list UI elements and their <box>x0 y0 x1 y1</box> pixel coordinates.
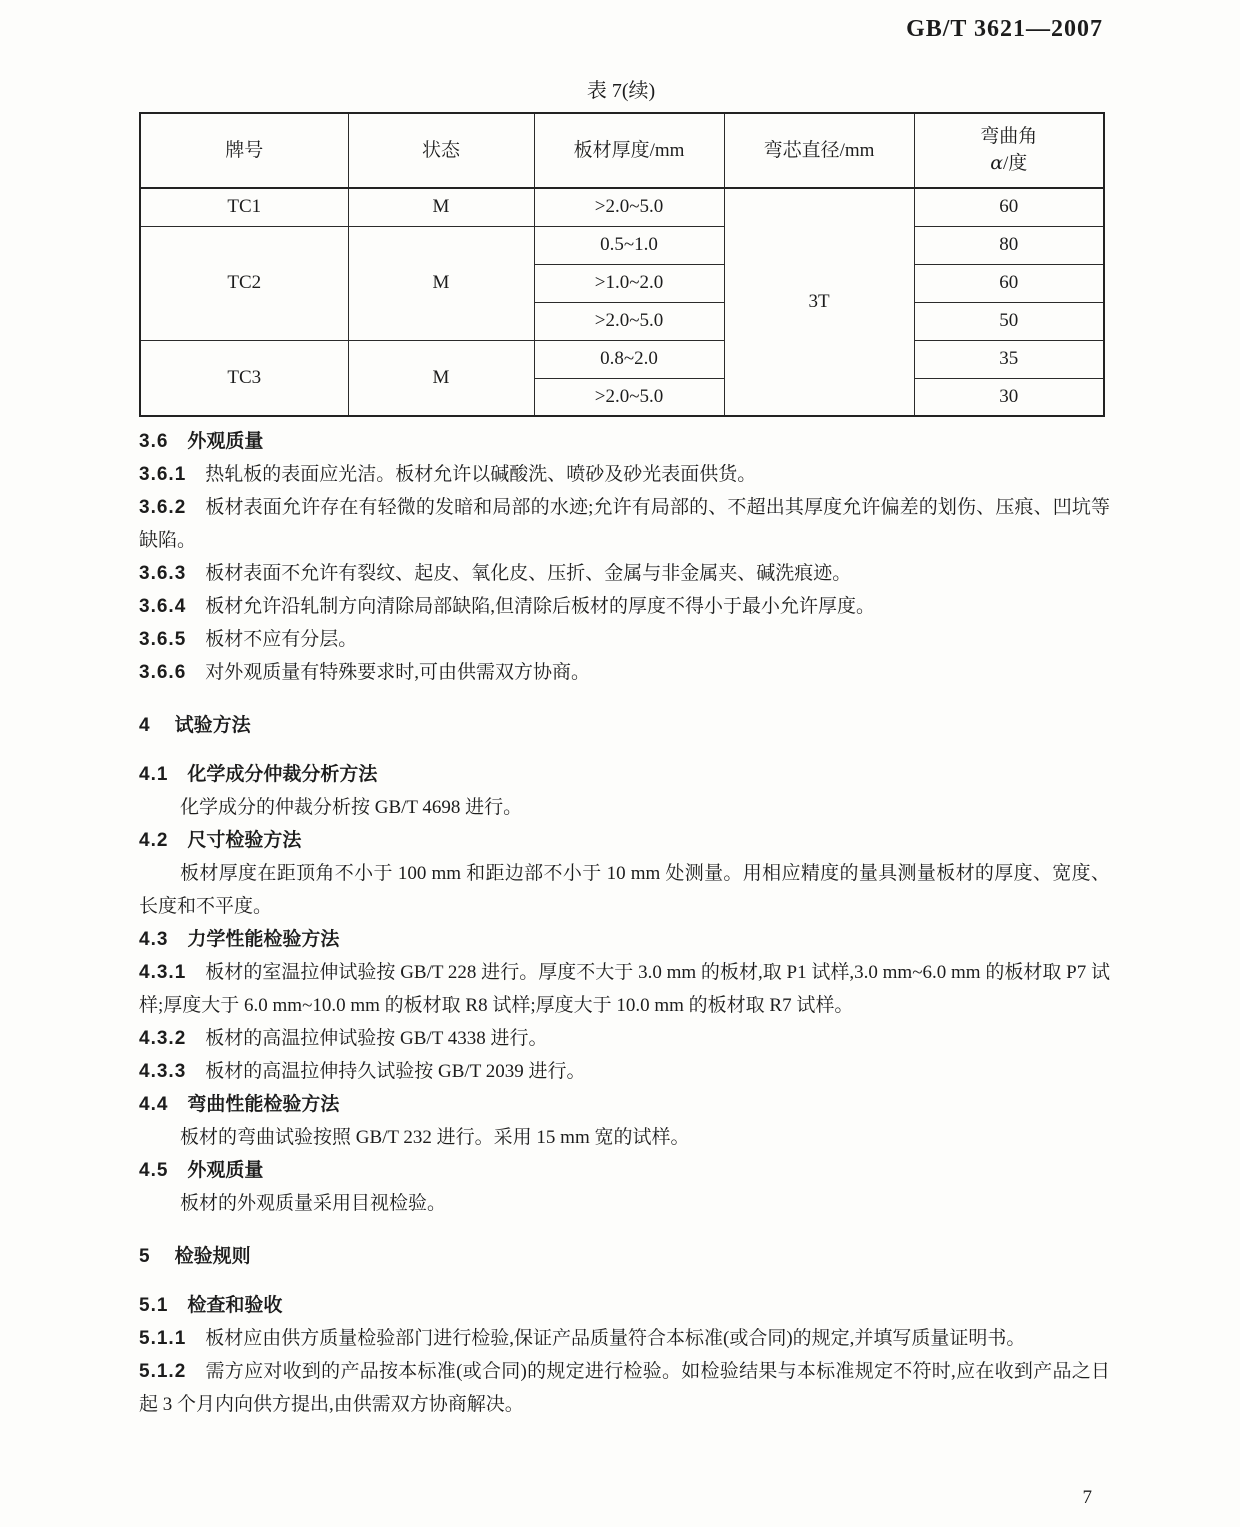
table-header-row <box>140 113 1104 188</box>
heading-4-5: 4.5 外观质量 <box>139 1160 264 1181</box>
heading-4-4: 4.4 弯曲性能检验方法 <box>139 1094 340 1115</box>
heading-4-3: 4.3 力学性能检验方法 <box>139 929 340 950</box>
cell-angle: 50 <box>914 302 1104 340</box>
heading-5: 5 检验规则 <box>139 1246 251 1267</box>
heading-4: 4 试验方法 <box>139 715 251 736</box>
clause-3-6-2: 3.6.2 板材表面允许存在有轻微的发暗和局部的水迹;允许有局部的、不超出其厚度允许偏差的划伤、压痕、凹坑等缺陷。 <box>139 497 1110 551</box>
clause-5-1-1: 5.1.1 板材应由供方质量检验部门进行检验,保证产品质量符合本标准(或合同)的规定,并填写质量证明书。 <box>139 1328 1026 1349</box>
table-title: 表 7(续) <box>586 80 656 102</box>
cell-thickness: 0.5~1.0 <box>534 226 724 264</box>
cell-grade-tc2: TC2 <box>140 226 348 340</box>
heading-4-2: 4.2 尺寸检验方法 <box>139 830 302 851</box>
cell-thickness: >2.0~5.0 <box>534 378 724 416</box>
col-header-state: 状态 <box>348 113 534 188</box>
cell-state-tc1: M <box>348 188 534 226</box>
para-4-2: 板材厚度在距顶角不小于 100 mm 和距边部不小于 10 mm 处测量。用相应精度的量具测量板材的厚度、宽度、长度和不平度。 <box>139 863 1110 917</box>
cell-thickness: >2.0~5.0 <box>534 188 724 226</box>
cell-grade-tc1: TC1 <box>140 188 348 226</box>
cell-grade-tc3: TC3 <box>140 340 348 416</box>
clause-3-6-1: 3.6.1 热轧板的表面应光洁。板材允许以碱酸洗、喷砂及砂光表面供货。 <box>139 464 757 485</box>
clause-3-6-4: 3.6.4 板材允许沿轧制方向清除局部缺陷,但清除后板材的厚度不得小于最小允许厚度。 <box>139 596 876 617</box>
clause-3-6-5: 3.6.5 板材不应有分层。 <box>139 629 358 650</box>
document-body <box>139 425 1110 1421</box>
cell-angle: 30 <box>914 378 1104 416</box>
cell-thickness: >2.0~5.0 <box>534 302 724 340</box>
para-4-4: 板材的弯曲试验按照 GB/T 232 进行。采用 15 mm 宽的试样。 <box>180 1127 690 1148</box>
clause-3-6-3: 3.6.3 板材表面不允许有裂纹、起皮、氧化皮、压折、金属与非金属夹、碱洗痕迹。 <box>139 563 852 584</box>
standard-code: GB/T 3621—2007 <box>906 16 1103 42</box>
cell-state-tc3: M <box>348 340 534 416</box>
col-header-bend-angle <box>914 113 1104 188</box>
cell-angle: 60 <box>914 188 1104 226</box>
table-block <box>139 74 1103 417</box>
col-header-thickness: 板材厚度/mm <box>534 113 724 188</box>
clause-5-1-2: 5.1.2 需方应对收到的产品按本标准(或合同)的规定进行检验。如检验结果与本标准规定不符时,应在收到产品之日起 3 个月内向供方提出,由供需双方协商解决。 <box>139 1361 1110 1415</box>
cell-bend-core-diameter: 3T <box>724 188 914 416</box>
col-header-bend-diameter: 弯芯直径/mm <box>724 113 914 188</box>
bend-test-table <box>139 112 1105 417</box>
clause-3-6-6: 3.6.6 对外观质量有特殊要求时,可由供需双方协商。 <box>139 662 591 683</box>
table-row <box>140 340 1104 378</box>
bend-angle-label: 弯曲角 <box>980 126 1038 147</box>
clause-4-3-3: 4.3.3 板材的高温拉伸持久试验按 GB/T 2039 进行。 <box>139 1061 586 1082</box>
clause-4-3-1: 4.3.1 板材的室温拉伸试验按 GB/T 228 进行。厚度不大于 3.0 mm 的板材,取 P1 试样,3.0 mm~6.0 mm 的板材取 P7 试样;厚度大于 6.0 mm~10.0 mm 的板材取 R8 试样;厚度大于 10.0 mm 的板材取 R7 试样。 <box>139 962 1110 1016</box>
cell-state-tc2: M <box>348 226 534 340</box>
col-header-grade: 牌号 <box>140 113 348 188</box>
clause-4-3-2: 4.3.2 板材的高温拉伸试验按 GB/T 4338 进行。 <box>139 1028 548 1049</box>
para-4-5: 板材的外观质量采用目视检验。 <box>180 1193 447 1214</box>
cell-thickness: >1.0~2.0 <box>534 264 724 302</box>
cell-thickness: 0.8~2.0 <box>534 340 724 378</box>
heading-5-1: 5.1 检查和验收 <box>139 1295 283 1316</box>
para-4-1: 化学成分的仲裁分析按 GB/T 4698 进行。 <box>180 797 523 818</box>
cell-angle: 80 <box>914 226 1104 264</box>
table-row <box>140 188 1104 226</box>
heading-4-1: 4.1 化学成分仲裁分析方法 <box>139 764 378 785</box>
page-number: 7 <box>1082 1487 1092 1508</box>
cell-angle: 60 <box>914 264 1104 302</box>
table-row <box>140 226 1104 264</box>
bend-angle-unit: α/度 <box>990 152 1028 174</box>
heading-3-6: 3.6 外观质量 <box>139 431 264 452</box>
cell-angle: 35 <box>914 340 1104 378</box>
